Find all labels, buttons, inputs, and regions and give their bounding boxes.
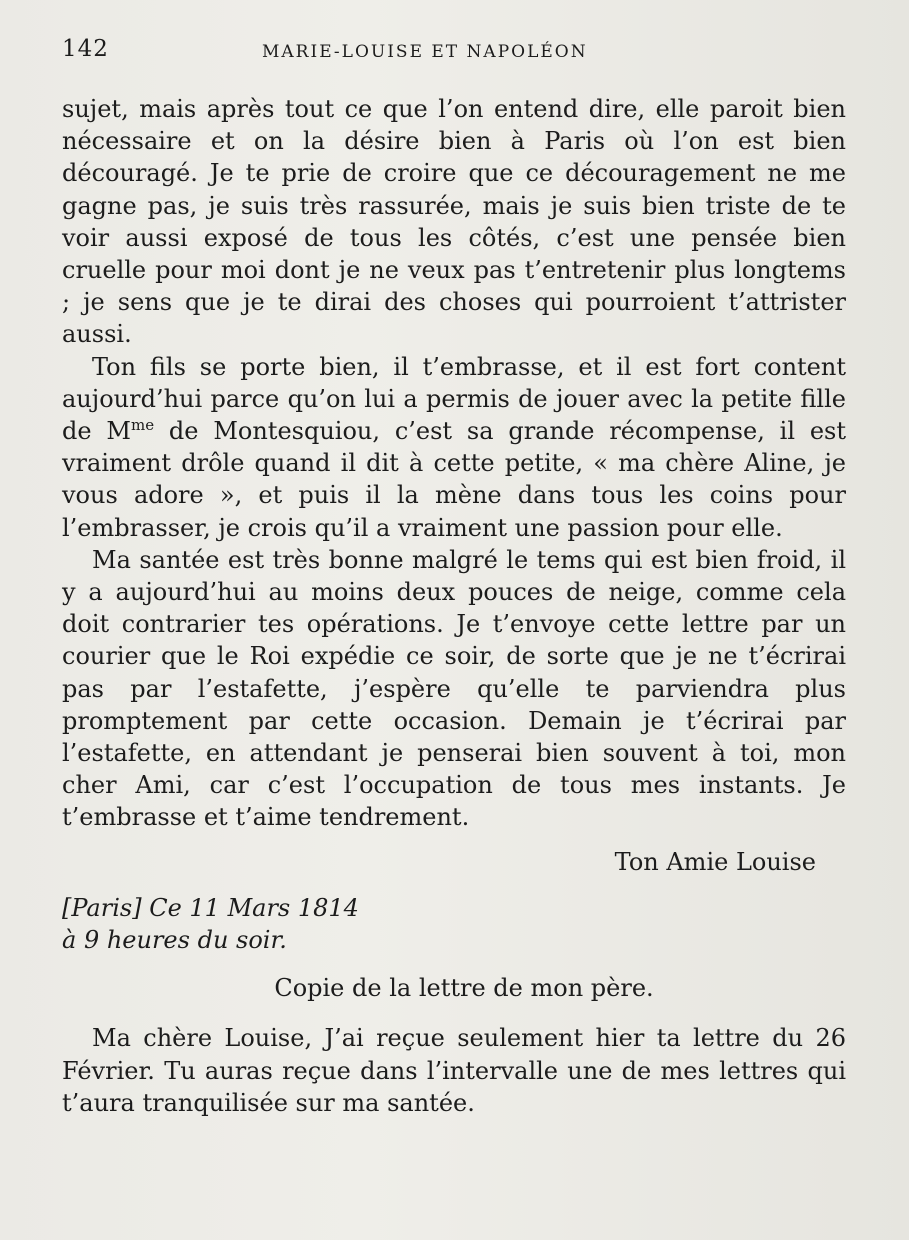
page-number: 142	[62, 36, 109, 62]
paragraph-son-text-start: Ton fils se porte bien, il t’embrasse, et il est fort content aujourd’hui parce qu’on lui a permis de jouer avec la petite fille de M	[62, 352, 846, 446]
running-title: MARIE-LOUISE ET NAPOLÉON	[262, 42, 588, 62]
section-title: Copie de la lettre de mon père.	[274, 974, 654, 1003]
paragraph-health: Ma santée est très bonne malgré le tems qui est bien froid, il y a aujourd’hui au moins deux pouces de neige, comme cela doit contrarier tes opérations. Je t’envoye cette lettre par un courier que le Roi expédie ce soir, de sorte que je ne t’écrirai pas par l’estafette, j’espère qu’elle te parviendra plus promptement par cette occasion. Demain je t’écrirai par l’estafette, en attendant je penserai bien souvent à toi, mon cher Ami, car c’est l’occupation de tous mes instants. Je t’embrasse et t’aime tendrement.	[62, 545, 846, 832]
paragraph-father-letter: Ma chère Louise, J’ai reçue seulement hier ta lettre du 26 Février. Tu auras reçue dans l’intervalle une de mes lettres qui t’aura tranquilisée sur ma santée.	[62, 1024, 846, 1117]
paragraph-son	[62, 351, 846, 544]
body-text	[62, 93, 846, 1119]
dateline-date: [Paris] Ce 11 Mars 1814	[62, 893, 359, 922]
paragraph-continuation: sujet, mais après tout ce que l’on entend dire, elle paroit bien nécessaire et on la désire bien à Paris où l’on est bien découragé. Je te prie de croire que ce découragement ne me gagne pas, je suis très rassurée, mais je suis bien triste de te voir aussi exposé de tous les côtés, c’est une pensée bien cruelle pour moi dont je ne veux pas t’entretenir plus longtems ; je sens que je te dirai des choses qui pourroient t’attrister aussi.	[62, 95, 846, 349]
madame-superscript: me	[130, 416, 155, 435]
dateline	[62, 892, 846, 956]
dateline-time: à 9 heures du soir.	[62, 926, 287, 955]
signature: Ton Amie Louise	[614, 847, 816, 876]
running-head	[62, 36, 852, 76]
paragraph-son-text-end: de Montesquiou, c’est sa grande récompense, il est vraiment drôle quand il dit à cette petite, « ma chère Aline, je vous adore », et puis il la mène dans tous les coins pour l’embrasser, je crois qu’il a vraiment une passion pour elle.	[62, 417, 847, 542]
